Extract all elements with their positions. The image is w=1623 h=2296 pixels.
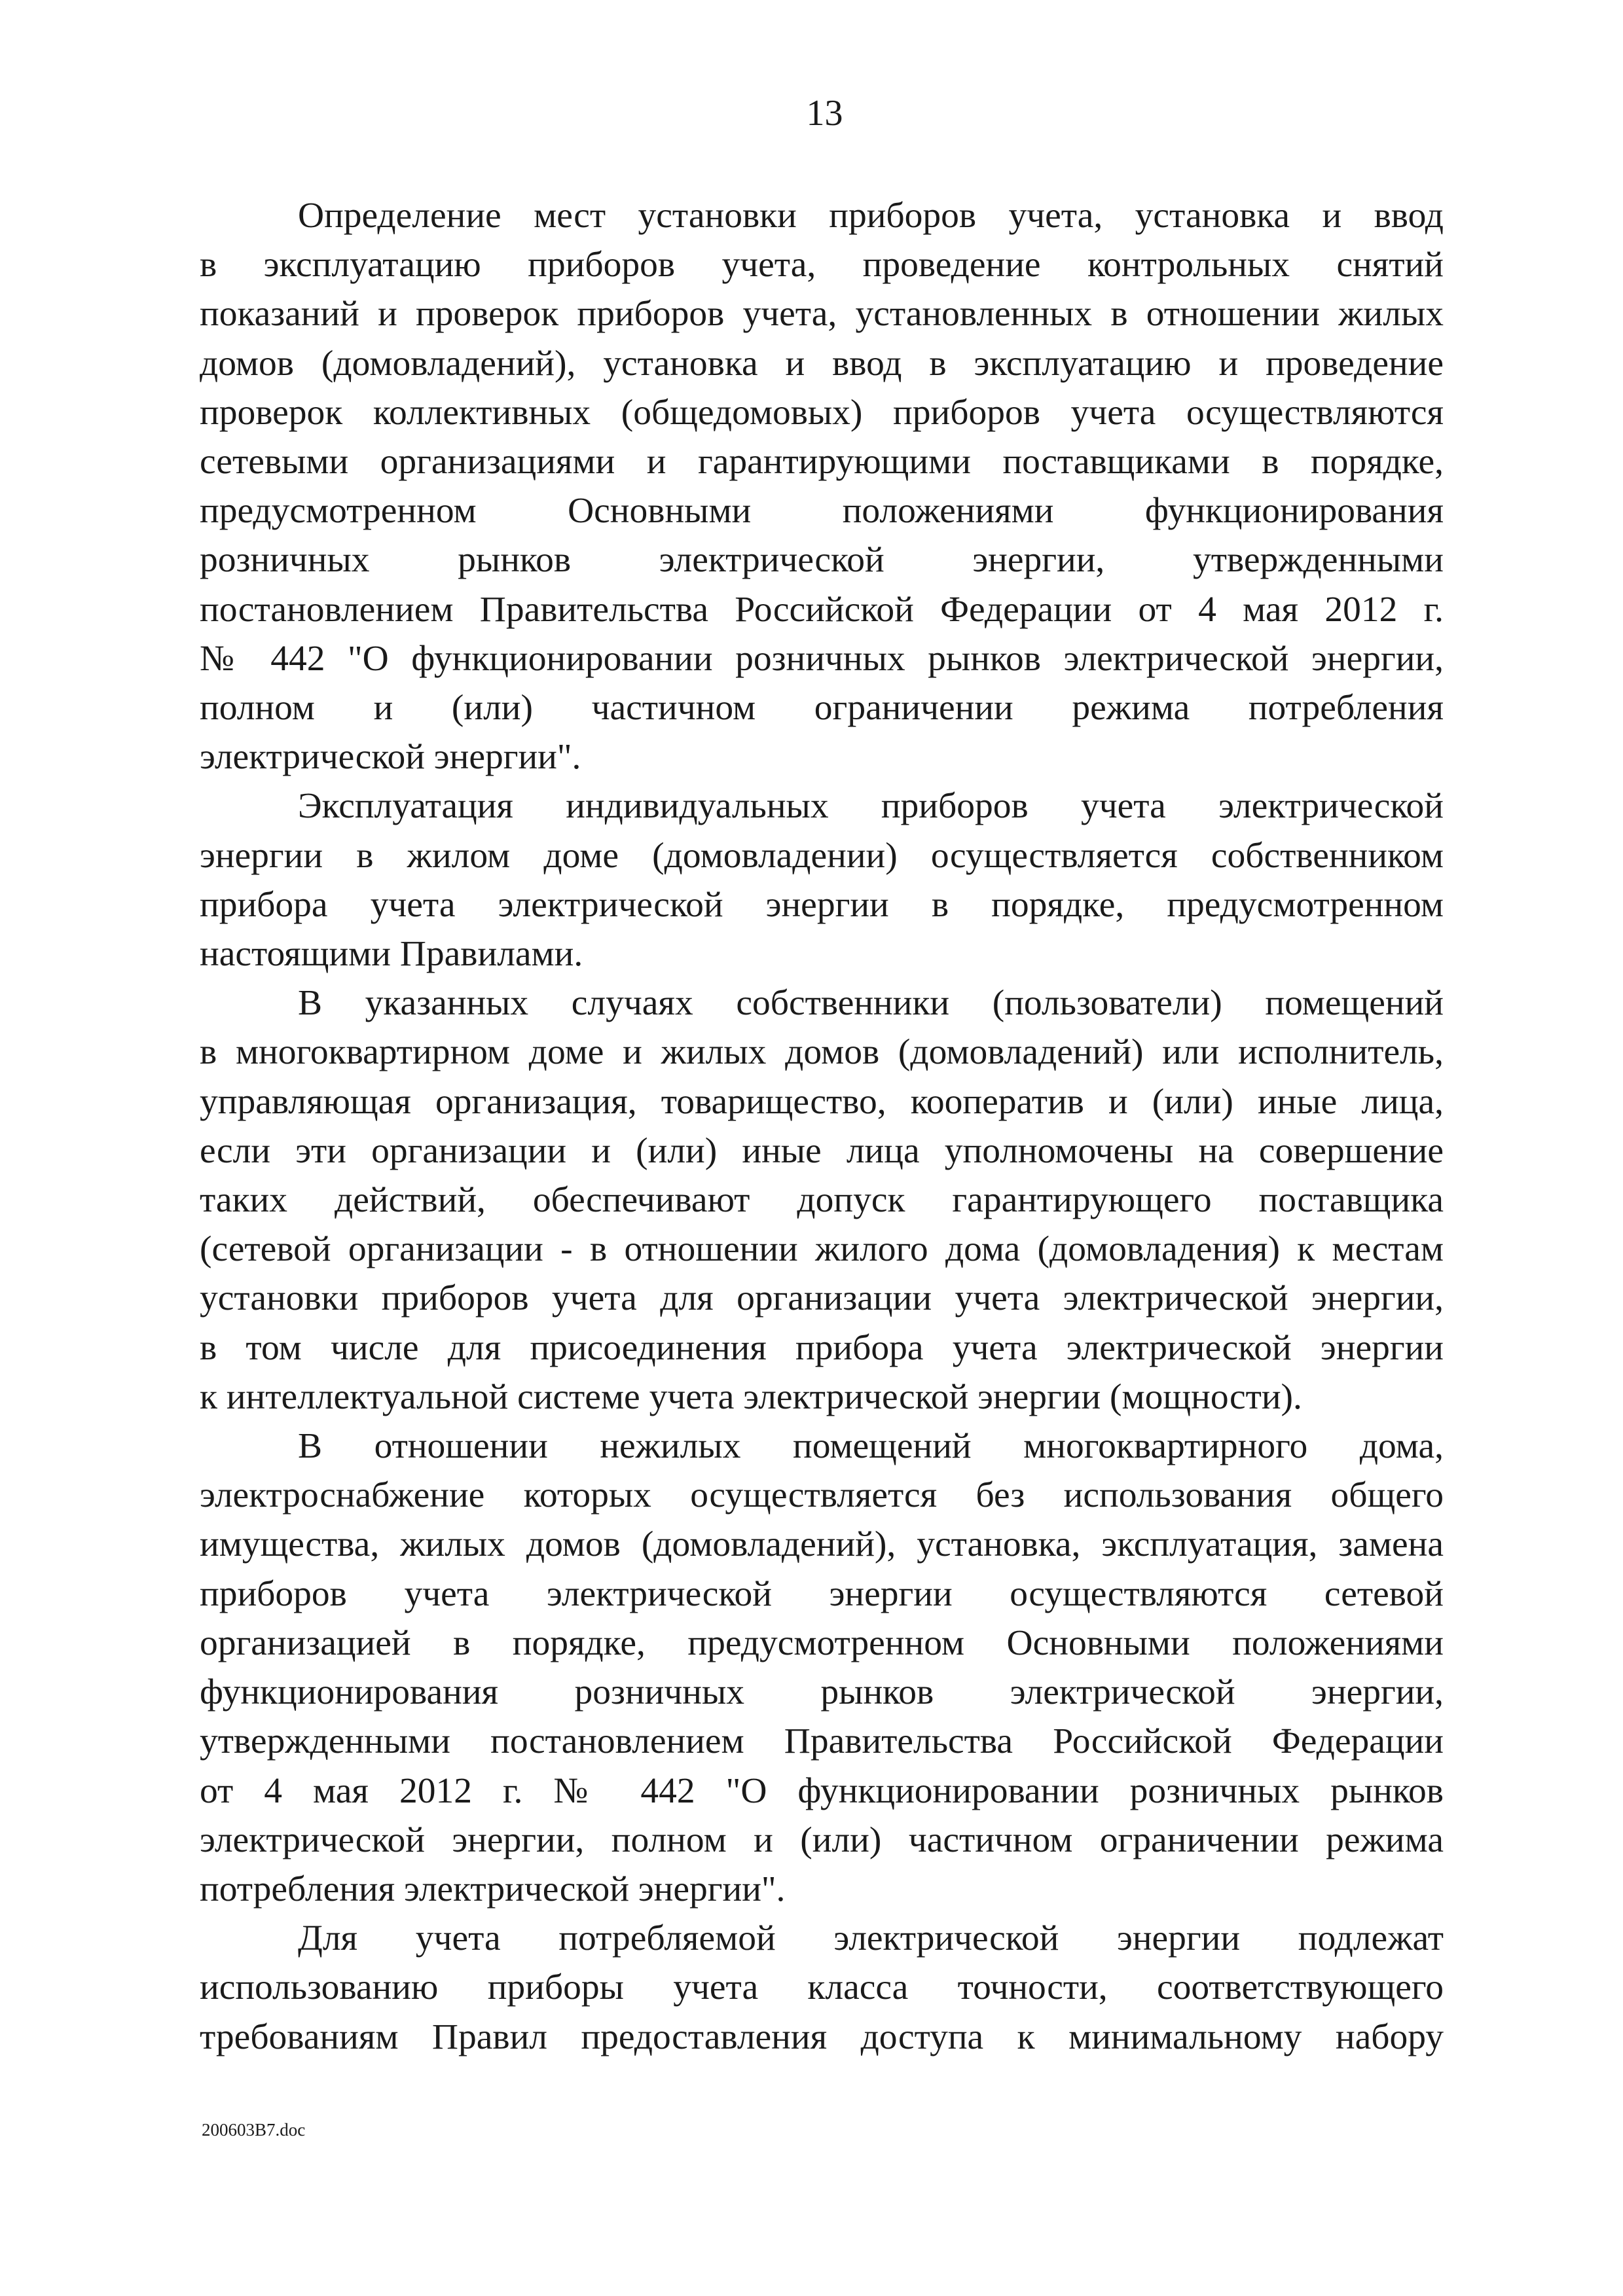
paragraph-line: имущества, жилых домов (домовладений), установка, эксплуатация, замена [200,1524,1444,1565]
document-body [200,191,1444,2062]
paragraph [200,1914,1444,2062]
paragraph-line: предусмотренном Основными положениями функционирования [200,491,1444,531]
paragraph-line: постановлением Правительства Российской Федерации от 4 мая 2012 г. [200,589,1444,630]
paragraph-line: в эксплуатацию приборов учета, проведение контрольных снятий [200,245,1444,285]
paragraph-line: № 442 "О функционировании розничных рынков электрической энергии, [200,638,1444,679]
paragraph-line: таких действий, обеспечивают допуск гарантирующего поставщика [200,1180,1444,1221]
paragraph-line: (сетевой организации - в отношении жилого дома (домовладения) к местам [200,1229,1444,1270]
paragraph [200,781,1444,978]
paragraph-line: настоящими Правилами. [200,934,583,975]
paragraph-line: утвержденными постановлением Правительства Российской Федерации [200,1721,1444,1762]
paragraph [200,191,1444,781]
paragraph-line: организацией в порядке, предусмотренном Основными положениями [200,1623,1444,1663]
paragraph-line: В отношении нежилых помещений многоквартирного дома, [298,1426,1444,1467]
file-name-footer: 200603B7.doc [202,2120,306,2140]
paragraph-line: электроснабжение которых осуществляется без использования общего [200,1475,1444,1516]
paragraph-line: прибора учета электрической энергии в порядке, предусмотренном [200,884,1444,925]
paragraph-line: В указанных случаях собственники (пользователи) помещений [298,983,1444,1024]
paragraph-line: Для учета потребляемой электрической энергии подлежат [298,1918,1444,1959]
paragraph [200,1422,1444,1914]
paragraph-line: полном и (или) частичном ограничении режима потребления [200,688,1444,728]
paragraph-line: электрической энергии". [200,737,581,778]
paragraph-line: электрической энергии, полном и (или) частичном ограничении режима [200,1820,1444,1860]
page-number: 13 [806,93,843,134]
paragraph-line: розничных рынков электрической энергии, утвержденными [200,540,1444,581]
paragraph-line: приборов учета электрической энергии осуществляются сетевой [200,1573,1444,1614]
paragraph-line: если эти организации и (или) иные лица уполномочены на совершение [200,1130,1444,1171]
paragraph-line: Эксплуатация индивидуальных приборов учета электрической [298,786,1444,827]
paragraph-line: к интеллектуальной системе учета электрической энергии (мощности). [200,1376,1302,1417]
paragraph-line: установки приборов учета для организации учета электрической энергии, [200,1278,1444,1319]
paragraph-line: управляющая организация, товарищество, кооператив и (или) иные лица, [200,1081,1444,1122]
paragraph-line: энергии в жилом доме (домовладении) осуществляется собственником [200,835,1444,876]
paragraph-line: Определение мест установки приборов учета, установка и ввод [298,196,1444,236]
paragraph-line: от 4 мая 2012 г. № 442 "О функционировании розничных рынков [200,1770,1444,1811]
paragraph-line: проверок коллективных (общедомовых) приборов учета осуществляются [200,392,1444,433]
paragraph-line: домов (домовладений), установка и ввод в эксплуатацию и проведение [200,343,1444,384]
paragraph-line: требованиям Правил предоставления доступа к минимальному набору [200,2017,1444,2057]
paragraph [200,978,1444,1422]
paragraph-line: использованию приборы учета класса точности, соответствующего [200,1967,1444,2008]
paragraph-line: показаний и проверок приборов учета, установленных в отношении жилых [200,294,1444,334]
paragraph-line: в том числе для присоединения прибора учета электрической энергии [200,1327,1444,1368]
paragraph-line: сетевыми организациями и гарантирующими поставщиками в порядке, [200,442,1444,482]
paragraph-line: функционирования розничных рынков электрической энергии, [200,1672,1444,1713]
paragraph-line: в многоквартирном доме и жилых домов (домовладений) или исполнитель, [200,1032,1444,1073]
paragraph-line: потребления электрической энергии". [200,1869,786,1909]
